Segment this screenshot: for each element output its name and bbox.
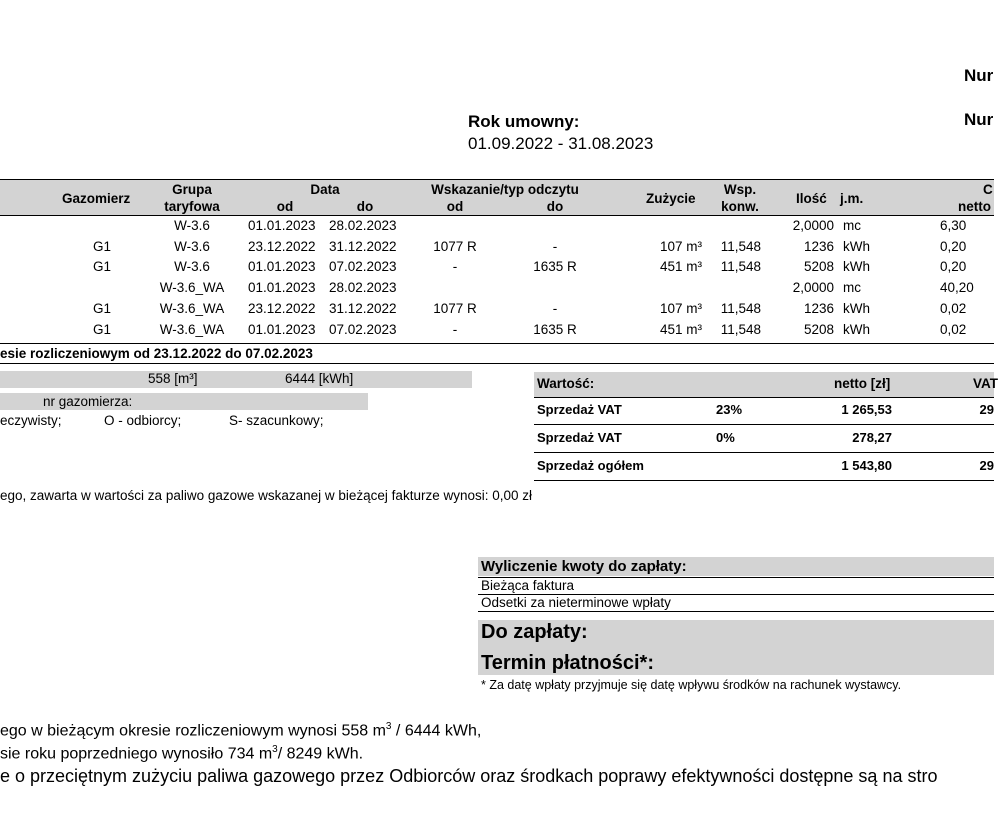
meter-number-label: nr gazomierza:: [43, 394, 133, 409]
cell-data-od: 01.01.2023: [248, 321, 316, 337]
vat-row-label: Sprzedaż VAT: [537, 430, 622, 445]
cell-ilosc: 2,0000: [792, 280, 834, 296]
vat-row-netto: 278,27: [852, 430, 892, 445]
cell-wsk-do: -: [552, 238, 558, 254]
consumption-current-line: [0, 721, 481, 740]
summary-bar-1: [0, 371, 472, 388]
cell-cena: 0,02: [940, 321, 967, 337]
vat-vat-header: VAT: [973, 376, 998, 391]
contract-year-range: 01.09.2022 - 31.08.2023: [468, 134, 654, 153]
cell-grupa: W-3.6_WA: [159, 300, 225, 316]
cell-ilosc: 2,0000: [792, 218, 834, 233]
vat-row-netto: 1 265,53: [841, 402, 892, 417]
cell-cena: 0,20: [940, 238, 967, 254]
vat-row-rate: 0%: [716, 430, 735, 445]
cell-data-od: 01.01.2023: [248, 218, 316, 233]
legend-r: eczywisty;: [0, 413, 62, 428]
cell-data-do: 31.12.2022: [329, 300, 397, 316]
cell-wsk-do: 1635 R: [533, 259, 577, 275]
to-pay-label: Do zapłaty:: [481, 621, 588, 643]
vat-title: Wartość:: [537, 376, 595, 391]
cell-wsp: 11,548: [720, 321, 761, 337]
cell-ilosc: 5208: [803, 321, 834, 337]
vat-row-divider: [534, 480, 994, 481]
col-header-ilosc: Ilość: [796, 191, 827, 206]
cell-cena: 6,30: [940, 218, 967, 233]
table-body-border: [0, 343, 994, 344]
table-header: [0, 180, 994, 215]
cell-data-do: 07.02.2023: [329, 259, 397, 275]
cell-data-do: 28.02.2023: [329, 280, 397, 296]
cell-data-od: 01.01.2023: [248, 280, 316, 296]
cell-gazomierz: G1: [92, 238, 111, 254]
vat-row-vat: 29: [979, 402, 994, 417]
col-header-wskazanie: Wskazanie/typ odczytu: [431, 182, 579, 197]
cell-data-do: 31.12.2022: [329, 238, 397, 254]
vat-line-1: [534, 397, 994, 398]
cell-zuzycie: 451 m³: [659, 321, 702, 337]
col-header-grupa: Grupa: [172, 182, 212, 197]
cell-grupa: W-3.6: [174, 259, 210, 275]
cell-cena: 40,20: [940, 280, 974, 296]
vat-row-divider: [534, 452, 994, 453]
col-header-jm: j.m.: [840, 191, 864, 206]
consumption-previous-text: sie roku poprzedniego wynosiło 734 m: [0, 745, 273, 763]
cell-cena: 0,20: [940, 259, 967, 275]
cell-wsk-od: -: [452, 321, 458, 337]
consumption-previous-end: / 8249 kWh.: [277, 745, 364, 763]
cell-wsp: 11,548: [720, 259, 761, 275]
number-label-1: Nur: [964, 66, 994, 85]
cell-grupa: W-3.6_WA: [159, 321, 225, 337]
col-header-zuzycie: Zużycie: [646, 191, 696, 206]
cell-wsp: 11,548: [720, 300, 761, 316]
col-header-netto: netto: [958, 199, 991, 214]
col-header-wsp: Wsp.: [723, 182, 757, 197]
col-header-cena: C: [983, 182, 993, 197]
cell-jm: mc: [843, 280, 861, 296]
cell-wsk-do: 1635 R: [533, 321, 577, 337]
consumption-current-end: / 6444 kWh,: [391, 722, 482, 740]
vat-row-label: Sprzedaż VAT: [537, 402, 622, 417]
cell-zuzycie: 107 m³: [659, 238, 702, 254]
consumption-current-text: ego w bieżącym okresie rozliczeniowym wynosi 558 m: [0, 722, 386, 740]
payment-interest: Odsetki za nieterminowe wpłaty: [481, 595, 671, 610]
summary-m3: 558 [m³]: [148, 371, 198, 386]
cell-zuzycie: 451 m³: [659, 259, 702, 275]
cell-gazomierz: G1: [92, 300, 111, 316]
number-label-2: Nur: [964, 110, 994, 129]
col-header-gazomierz: Gazomierz: [62, 191, 131, 206]
payment-footnote: * Za datę wpłaty przyjmuje się datę wpływu środków na rachunek wystawcy.: [481, 678, 902, 692]
legend-o: O - odbiorcy;: [104, 413, 182, 428]
table-bottom-border: [0, 363, 994, 364]
vat-row-vat: 29: [979, 458, 994, 473]
cell-data-od: 23.12.2022: [248, 238, 316, 254]
cell-jm: kWh: [843, 321, 870, 337]
cell-gazomierz: G1: [92, 259, 111, 275]
consumption-previous-sup: 3: [272, 744, 278, 755]
cell-wsk-od: 1077 R: [433, 238, 477, 254]
consumption-current-sup: 3: [385, 721, 392, 732]
excise-note: ego, zawarta w wartości za paliwo gazowe wskazanej w bieżącej fakturze wynosi: 0,00 zł: [0, 488, 532, 503]
cell-grupa: W-3.6: [174, 218, 210, 233]
col-header-wsk-od: od: [446, 199, 464, 214]
cell-ilosc: 5208: [803, 259, 834, 275]
cell-jm: kWh: [843, 259, 870, 275]
vat-header-bar: [534, 372, 994, 397]
vat-row-label: Sprzedaż ogółem: [537, 458, 644, 473]
efficiency-info-line: e o przeciętnym zużyciu paliwa gazowego przez Odbiorców oraz środkach poprawy efektywności dostępne są na stro: [0, 766, 938, 786]
payment-line-3: [478, 611, 994, 612]
payment-title: Wyliczenie kwoty do zapłaty:: [481, 558, 687, 575]
cell-grupa: W-3.6_WA: [159, 280, 225, 296]
cell-jm: kWh: [843, 300, 870, 316]
contract-year-label: Rok umowny:: [468, 112, 580, 131]
cell-wsp: 11,548: [720, 238, 761, 254]
cell-data-od: 01.01.2023: [248, 259, 316, 275]
cell-cena: 0,02: [940, 300, 967, 316]
cell-ilosc: 1236: [803, 300, 834, 316]
due-label: Termin płatności*:: [481, 652, 654, 674]
vat-row-netto: 1 543,80: [841, 458, 892, 473]
vat-netto-header: netto [zł]: [834, 376, 891, 391]
cell-grupa: W-3.6: [174, 238, 210, 254]
table-header-border: [0, 215, 994, 216]
col-header-data-do: do: [356, 199, 374, 214]
period-note: esie rozliczeniowym od 23.12.2022 do 07.02.2023: [0, 346, 313, 361]
col-header-data: Data: [310, 182, 340, 197]
cell-data-do: 07.02.2023: [329, 321, 397, 337]
col-header-data-od: od: [276, 199, 294, 214]
consumption-previous-line: [0, 744, 363, 763]
cell-jm: kWh: [843, 238, 870, 254]
cell-zuzycie: 107 m³: [659, 300, 702, 316]
cell-wsk-od: -: [452, 259, 458, 275]
col-header-konw: konw.: [721, 199, 759, 214]
summary-kwh: 6444 [kWh]: [285, 371, 354, 386]
cell-wsk-do: -: [552, 300, 558, 316]
cell-jm: mc: [843, 218, 861, 233]
vat-row-divider: [534, 424, 994, 425]
col-header-taryfowa: taryfowa: [164, 199, 220, 214]
cell-ilosc: 1236: [803, 238, 834, 254]
cell-gazomierz: G1: [92, 321, 111, 337]
cell-data-do: 28.02.2023: [329, 218, 397, 233]
vat-row-rate: 23%: [716, 402, 743, 417]
cell-wsk-od: 1077 R: [433, 300, 477, 316]
legend-s: S- szacunkowy;: [229, 413, 324, 428]
payment-current: Bieżąca faktura: [481, 578, 575, 593]
col-header-wsk-do: do: [546, 199, 564, 214]
cell-data-od: 23.12.2022: [248, 300, 316, 316]
